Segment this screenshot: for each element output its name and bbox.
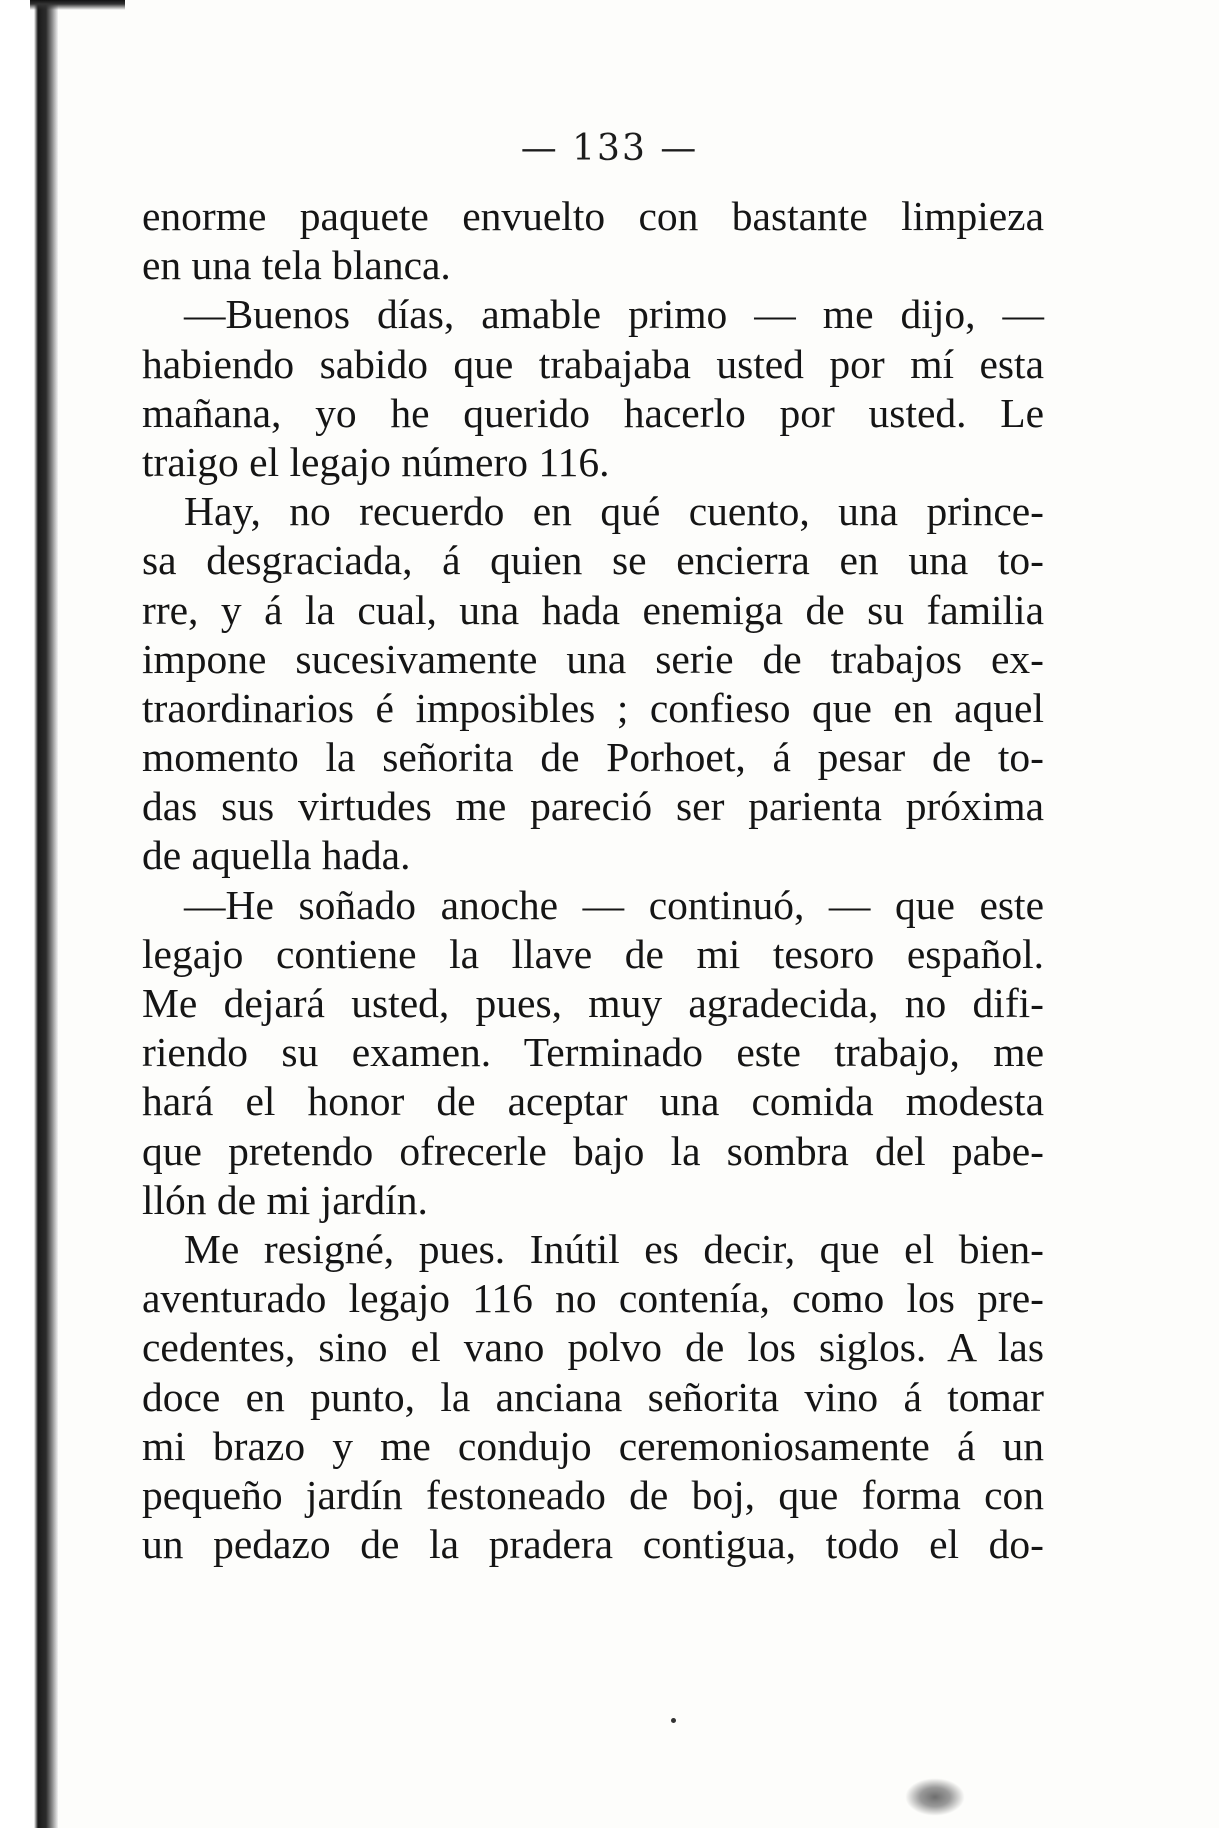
text-line: aventurado legajo 116 no contenía, como los pre- <box>142 1275 1044 1322</box>
text-line: doce en punto, la anciana señorita vino á tomar <box>142 1373 1044 1420</box>
text-line: habiendo sabido que trabajaba usted por mí esta <box>142 340 1044 387</box>
text-line: pequeño jardín festoneado de boj, que forma con <box>142 1471 1044 1518</box>
text-line: un pedazo de la pradera contigua, todo el do- <box>142 1521 1044 1568</box>
text-line: impone sucesivamente una serie de trabajos ex- <box>142 635 1044 682</box>
page-number: — 133 — <box>520 128 699 169</box>
text-line: de aquella hada. <box>142 832 411 879</box>
text-line: —Buenos días, amable primo — me dijo, — <box>184 291 1044 338</box>
text-line: Hay, no recuerdo en qué cuento, una prince- <box>184 488 1044 535</box>
text-line: en una tela blanca. <box>142 242 451 289</box>
ink-smudge <box>905 1778 965 1816</box>
text-line: llón de mi jardín. <box>142 1176 428 1223</box>
body-text <box>142 192 1044 1569</box>
text-line: riendo su examen. Terminado este trabajo, me <box>142 1029 1044 1076</box>
text-line: mi brazo y me condujo ceremoniosamente á un <box>142 1422 1044 1469</box>
text-line: traordinarios é imposibles ; confieso que en aquel <box>142 684 1044 731</box>
text-line: Me resigné, pues. Inútil es decir, que el bien- <box>184 1225 1044 1272</box>
text-line: enorme paquete envuelto con bastante limpieza <box>142 193 1044 239</box>
ink-speck <box>671 1718 676 1723</box>
text-line: traigo el legajo número 116. <box>142 438 610 485</box>
text-line: —He soñado anoche — continuó, — que este <box>184 881 1044 928</box>
text-line: que pretendo ofrecerle bajo la sombra del pabe- <box>142 1127 1044 1174</box>
text-line: Me dejará usted, pues, muy agradecida, no difi- <box>142 980 1044 1026</box>
text-line: mañana, yo he querido hacerlo por usted. Le <box>142 389 1044 436</box>
text-line: rre, y á la cual, una hada enemiga de su familia <box>142 586 1044 633</box>
text-line: das sus virtudes me pareció ser parienta próxima <box>142 783 1044 830</box>
text-line: sa desgraciada, á quien se encierra en una to- <box>142 537 1044 584</box>
text-line: cedentes, sino el vano polvo de los siglos. A las <box>142 1324 1044 1371</box>
binding-edge <box>0 0 58 1828</box>
binding-edge-top <box>30 0 125 10</box>
text-line: hará el honor de aceptar una comida modesta <box>142 1078 1044 1125</box>
text-line: legajo contiene la llave de mi tesoro español. <box>142 930 1044 977</box>
text-line: momento la señorita de Porhoet, á pesar de to- <box>142 734 1044 781</box>
